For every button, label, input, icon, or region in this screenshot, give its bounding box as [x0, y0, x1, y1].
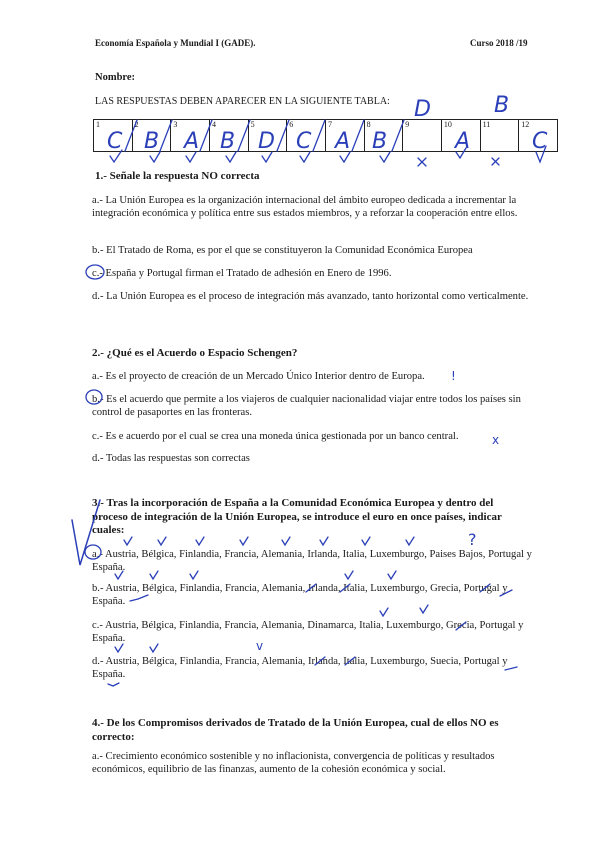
answer-cell[interactable]: 2 — [132, 120, 171, 152]
answer-cell[interactable]: 9 — [403, 120, 442, 152]
q4-option-a: a.- Crecimiento económico sostenible y no inflacionista, convergencia de políticas y resultados económicos, equilibrio de las finanzas, aumento de la cohesión económica y social. — [92, 751, 495, 775]
annotation-q3-question: ? — [468, 530, 477, 549]
q3-option-b: b.- Austria, Bélgica, Finlandia, Francia, Alemania, Irlanda, Italia, Luxemburgo, Grecia, Portugal y España. — [92, 583, 508, 607]
course-year: Curso 2018 /19 — [470, 38, 528, 48]
answer-cell[interactable]: 10 — [441, 120, 480, 152]
answer-cell[interactable]: 11 — [480, 120, 519, 152]
correction-letter-9: D — [414, 97, 431, 122]
q1-option-b: b.- El Tratado de Roma, es por el que se constituyeron la Comunidad Económica Europea — [92, 245, 473, 256]
q2-option-b: b.- Es el acuerdo que permite a los viajeros de cualquier nacionalidad viajar entre todos los países sin control de pasaportes en las fronteras. — [92, 394, 521, 418]
answer-letter-5: D — [258, 129, 275, 154]
question-3-title: 3.- Tras la incorporación de España a la Comunidad Económica Europea y dentro del proceso de integración de la Unión Europea, se introduce el euro en once países, indicar cuales: — [92, 497, 502, 536]
question-2-title: 2.- ¿Qué es el Acuerdo o Espacio Schengen? — [92, 347, 298, 359]
q2-option-d: d.- Todas las respuestas son correctas — [92, 453, 250, 464]
answer-cell[interactable]: 4 — [209, 120, 248, 152]
answer-cell[interactable]: 12 — [519, 120, 558, 152]
cross-mark-9 — [418, 158, 426, 166]
annotation-q2-c: x — [492, 433, 500, 447]
answer-cell[interactable]: 3 — [171, 120, 210, 152]
answer-cell[interactable]: 5 — [248, 120, 287, 152]
answer-letter-7: A — [335, 129, 351, 154]
answer-cell[interactable]: 1 — [94, 120, 133, 152]
q3-option-c: c.- Austria, Bélgica, Finlandia, Francia, Alemania, Dinamarca, Italia, Luxemburgo, Grecia, Portugal y España. — [92, 620, 524, 644]
q3-option-a: a.- Austria, Bélgica, Finlandia, Francia, Alemania, Irlanda, Italia, Luxemburgo, Paises Bajos, Portugal y España. — [92, 549, 532, 573]
question-4-title: 4.- De los Compromisos derivados de Tratado de la Unión Europea, cual de ellos NO es correcto: — [92, 717, 499, 743]
instructions: LAS RESPUESTAS DEBEN APARECER EN LA SIGUIENTE TABLA: — [95, 96, 390, 107]
course-title: Economía Española y Mundial I (GADE). — [95, 38, 256, 48]
answer-letter-3: A — [184, 129, 200, 154]
q3-option-d: d.- Austria, Bélgica, Finlandia, Francia, Alemania, Irlanda, Italia, Luxemburgo, Suecia, Portugal y España. — [92, 656, 508, 680]
question-1-title: 1.- Señale la respuesta NO correcta — [95, 170, 260, 182]
check-mark-6 — [300, 152, 310, 162]
q2-option-a: a.- Es el proyecto de creación de un Mercado Único Interior dentro de Europa. — [92, 371, 425, 382]
name-label: Nombre: — [95, 72, 136, 83]
answer-cell[interactable]: 6 — [287, 120, 326, 152]
answer-letter-4: B — [220, 129, 236, 154]
answer-letter-12: C — [532, 129, 548, 154]
answer-letter-6: C — [296, 129, 312, 154]
answer-letter-8: B — [372, 129, 388, 154]
q1-option-d: d.- La Unión Europea es el proceso de integración más avanzado, tanto horizontal como verticalmente. — [92, 291, 529, 302]
check-mark-2 — [150, 152, 160, 162]
q2-option-c: c.- Es e acuerdo por el cual se crea una moneda única gestionada por un banco central. — [92, 431, 459, 442]
check-mark-4 — [226, 152, 236, 162]
q1-option-c: c.- España y Portugal firman el Tratado de adhesión en Enero de 1996. — [92, 268, 392, 279]
annotation-q3-d: v — [256, 639, 264, 653]
annotation-q2-a: ! — [451, 369, 456, 383]
answer-cell[interactable]: 7 — [325, 120, 364, 152]
answer-letter-10: A — [455, 129, 471, 154]
check-mark-3 — [186, 152, 196, 162]
check-mark-8 — [380, 152, 390, 162]
check-mark-7 — [340, 152, 350, 162]
answer-letter-2: B — [144, 129, 160, 154]
check-mark-5 — [262, 152, 272, 162]
correction-letter-11: B — [494, 93, 510, 118]
answer-cell[interactable]: 8 — [364, 120, 403, 152]
answer-table — [93, 119, 558, 152]
answer-letter-1: C — [107, 129, 123, 154]
cross-mark-11 — [492, 158, 499, 165]
q1-option-a: a.- La Unión Europea es la organización internacional del ámbito europeo dedicada a incrementar la integración económica y política entre sus estados miembros, y a reforzar la cooperación entre ellos. — [92, 195, 518, 219]
